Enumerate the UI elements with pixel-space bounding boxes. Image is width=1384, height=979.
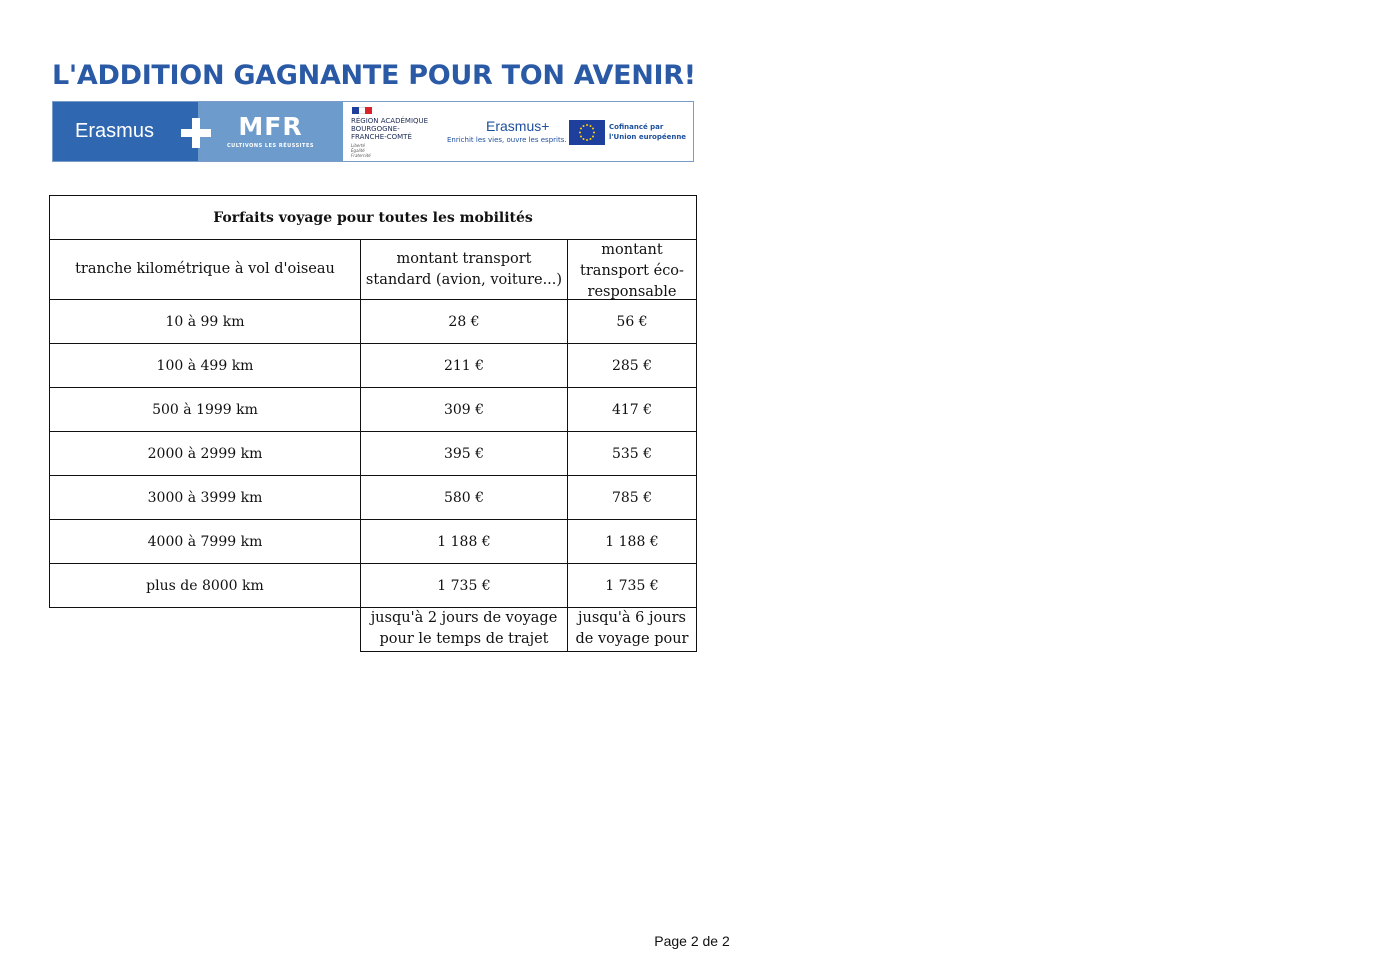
erasmus-plus-logo: Erasmus+ bbox=[486, 118, 550, 134]
standard-amount-cell: 395 € bbox=[361, 432, 568, 476]
header-distance: tranche kilométrique à vol d'oiseau bbox=[50, 240, 361, 300]
standard-amount-cell: 309 € bbox=[361, 388, 568, 432]
erasmus-logo bbox=[53, 102, 198, 161]
table-header-row bbox=[50, 240, 697, 300]
header-eco: montant transport éco-responsable bbox=[568, 240, 697, 300]
eco-amount-cell: 285 € bbox=[568, 344, 697, 388]
eu-flag-icon bbox=[569, 120, 605, 145]
table-row bbox=[50, 432, 697, 476]
page-headline: L'ADDITION GAGNANTE POUR TON AVENIR! bbox=[52, 60, 696, 91]
standard-amount-cell: 580 € bbox=[361, 476, 568, 520]
institution-logos bbox=[343, 102, 693, 161]
distance-cell: 100 à 499 km bbox=[50, 344, 361, 388]
french-flag-icon bbox=[352, 107, 372, 114]
table-footnote-row bbox=[50, 608, 697, 652]
republic-motto: Liberté Égalité Fraternité bbox=[351, 143, 371, 158]
table-row bbox=[50, 476, 697, 520]
eco-amount-cell: 56 € bbox=[568, 300, 697, 344]
table-row bbox=[50, 388, 697, 432]
eco-amount-cell: 1 188 € bbox=[568, 520, 697, 564]
empty-cell bbox=[50, 608, 361, 652]
table-title: Forfaits voyage pour toutes les mobilités bbox=[50, 196, 697, 240]
erasmus-label: Erasmus bbox=[75, 120, 154, 142]
cofinancing-label: Cofinancé par l'Union européenne bbox=[609, 123, 687, 141]
standard-footnote: jusqu'à 2 jours de voyage pour le temps de trajet bbox=[361, 608, 568, 652]
eco-amount-cell: 417 € bbox=[568, 388, 697, 432]
table-row bbox=[50, 300, 697, 344]
mfr-tagline: CULTIVONS LES RÉUSSITES bbox=[227, 143, 314, 149]
eco-amount-cell: 535 € bbox=[568, 432, 697, 476]
distance-cell: plus de 8000 km bbox=[50, 564, 361, 608]
distance-cell: 3000 à 3999 km bbox=[50, 476, 361, 520]
distance-cell: 2000 à 2999 km bbox=[50, 432, 361, 476]
standard-amount-cell: 211 € bbox=[361, 344, 568, 388]
standard-amount-cell: 1 735 € bbox=[361, 564, 568, 608]
distance-cell: 4000 à 7999 km bbox=[50, 520, 361, 564]
distance-cell: 10 à 99 km bbox=[50, 300, 361, 344]
distance-cell: 500 à 1999 km bbox=[50, 388, 361, 432]
standard-amount-cell: 1 188 € bbox=[361, 520, 568, 564]
table-row bbox=[50, 344, 697, 388]
mfr-wordmark: MFR bbox=[238, 112, 303, 141]
partner-logos-banner bbox=[52, 101, 694, 162]
region-academique-logo: RÉGION ACADÉMIQUE BOURGOGNE- FRANCHE-COMTÉ bbox=[351, 117, 429, 141]
table-row bbox=[50, 564, 697, 608]
mfr-logo bbox=[198, 102, 343, 161]
standard-amount-cell: 28 € bbox=[361, 300, 568, 344]
eco-amount-cell: 785 € bbox=[568, 476, 697, 520]
page-number: Page 2 de 2 bbox=[654, 933, 730, 949]
travel-allowance-table bbox=[49, 195, 697, 652]
eco-footnote: jusqu'à 6 jours de voyage pour bbox=[568, 608, 697, 652]
eco-amount-cell: 1 735 € bbox=[568, 564, 697, 608]
erasmus-plus-slogan: Enrichit les vies, ouvre les esprits. bbox=[447, 136, 567, 144]
table-row bbox=[50, 520, 697, 564]
plus-icon bbox=[179, 116, 213, 150]
header-standard: montant transport standard (avion, voiture...) bbox=[361, 240, 568, 300]
